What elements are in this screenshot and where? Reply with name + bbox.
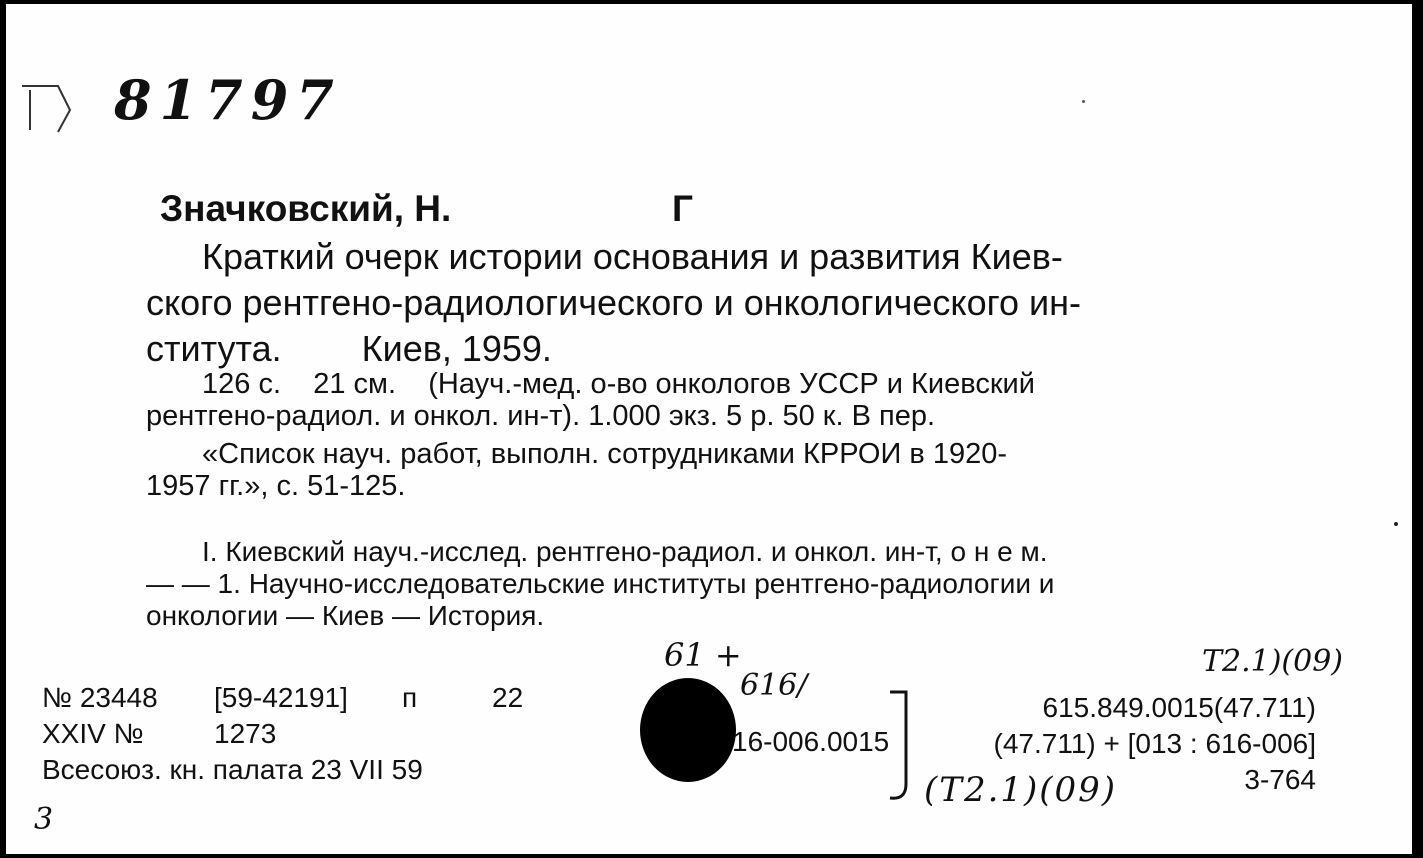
title-line-1: Краткий очерк истории основания и развития Киев- <box>202 236 1063 277</box>
card-footer-left <box>42 680 523 788</box>
handwritten-3: 3 <box>34 802 54 837</box>
speck <box>1394 522 1398 526</box>
udc-line-3: 3-764 <box>1244 764 1316 795</box>
bracket-mark <box>18 80 118 150</box>
udc-partial: 16-006.0015 <box>732 726 890 757</box>
footer-code: [59-42191] <box>214 682 348 713</box>
subj-line-1: I. Киевский науч.-исслед. рентгено-радиол. и онкол. ин-т, о н е м. <box>202 536 1048 567</box>
author-name: Значковский, Н. <box>160 188 452 229</box>
subject-headings <box>146 536 1316 632</box>
physical-description <box>146 368 1316 432</box>
udc-line-1: 615.849.0015(47.711) <box>1042 692 1316 723</box>
handwritten-616: 616/ <box>740 668 808 703</box>
author-initial: Г <box>672 188 693 229</box>
handwritten-t2: (Т2.1)(09) <box>924 770 1118 810</box>
catalog-card <box>6 4 1412 854</box>
speck <box>1082 100 1085 103</box>
handwritten-t21: Т2.1)(09) <box>1202 644 1344 679</box>
desc2-line-1: «Список науч. работ, выполн. сотрудниками КРРОИ в 1920- <box>202 438 1008 470</box>
title-line-3b: Киев, 1959. <box>361 328 552 369</box>
title-line-3a: ститута. <box>146 328 282 369</box>
footer-count: 22 <box>492 682 524 713</box>
footer-series-num: 1273 <box>214 718 277 749</box>
handwritten-61: 61 + <box>664 636 742 674</box>
subj-line-2: — — 1. Научно-исследовательские институты рентгено-радиологии и <box>146 568 1055 599</box>
footer-p: п <box>402 682 418 713</box>
desc1-line-1: 126 с. 21 см. (Науч.-мед. о-во онкологов УССР и Киевский <box>202 368 1035 400</box>
footer-chamber: Всесоюз. кн. палата 23 VII 59 <box>42 754 423 785</box>
desc1-line-2: рентгено-радиол. и онкол. ин-т). 1.000 экз. 5 р. 50 к. В пер. <box>146 400 936 432</box>
desc2-line-2: 1957 гг.», с. 51-125. <box>146 470 406 502</box>
bibliography-note <box>146 438 1316 502</box>
subj-line-3: онкологии — Киев — История. <box>146 600 545 631</box>
accession-number: 81797 <box>114 68 342 132</box>
book-title <box>146 234 1316 372</box>
footer-number: № 23448 <box>42 682 158 713</box>
brace-mark <box>886 688 922 804</box>
title-line-2: ского рентгено-радиологического и онкологического ин- <box>146 282 1081 323</box>
udc-line-2: (47.711) + [013 : 616-006] <box>993 728 1316 759</box>
ink-blot <box>640 678 736 782</box>
footer-series: XXIV № <box>42 718 144 749</box>
